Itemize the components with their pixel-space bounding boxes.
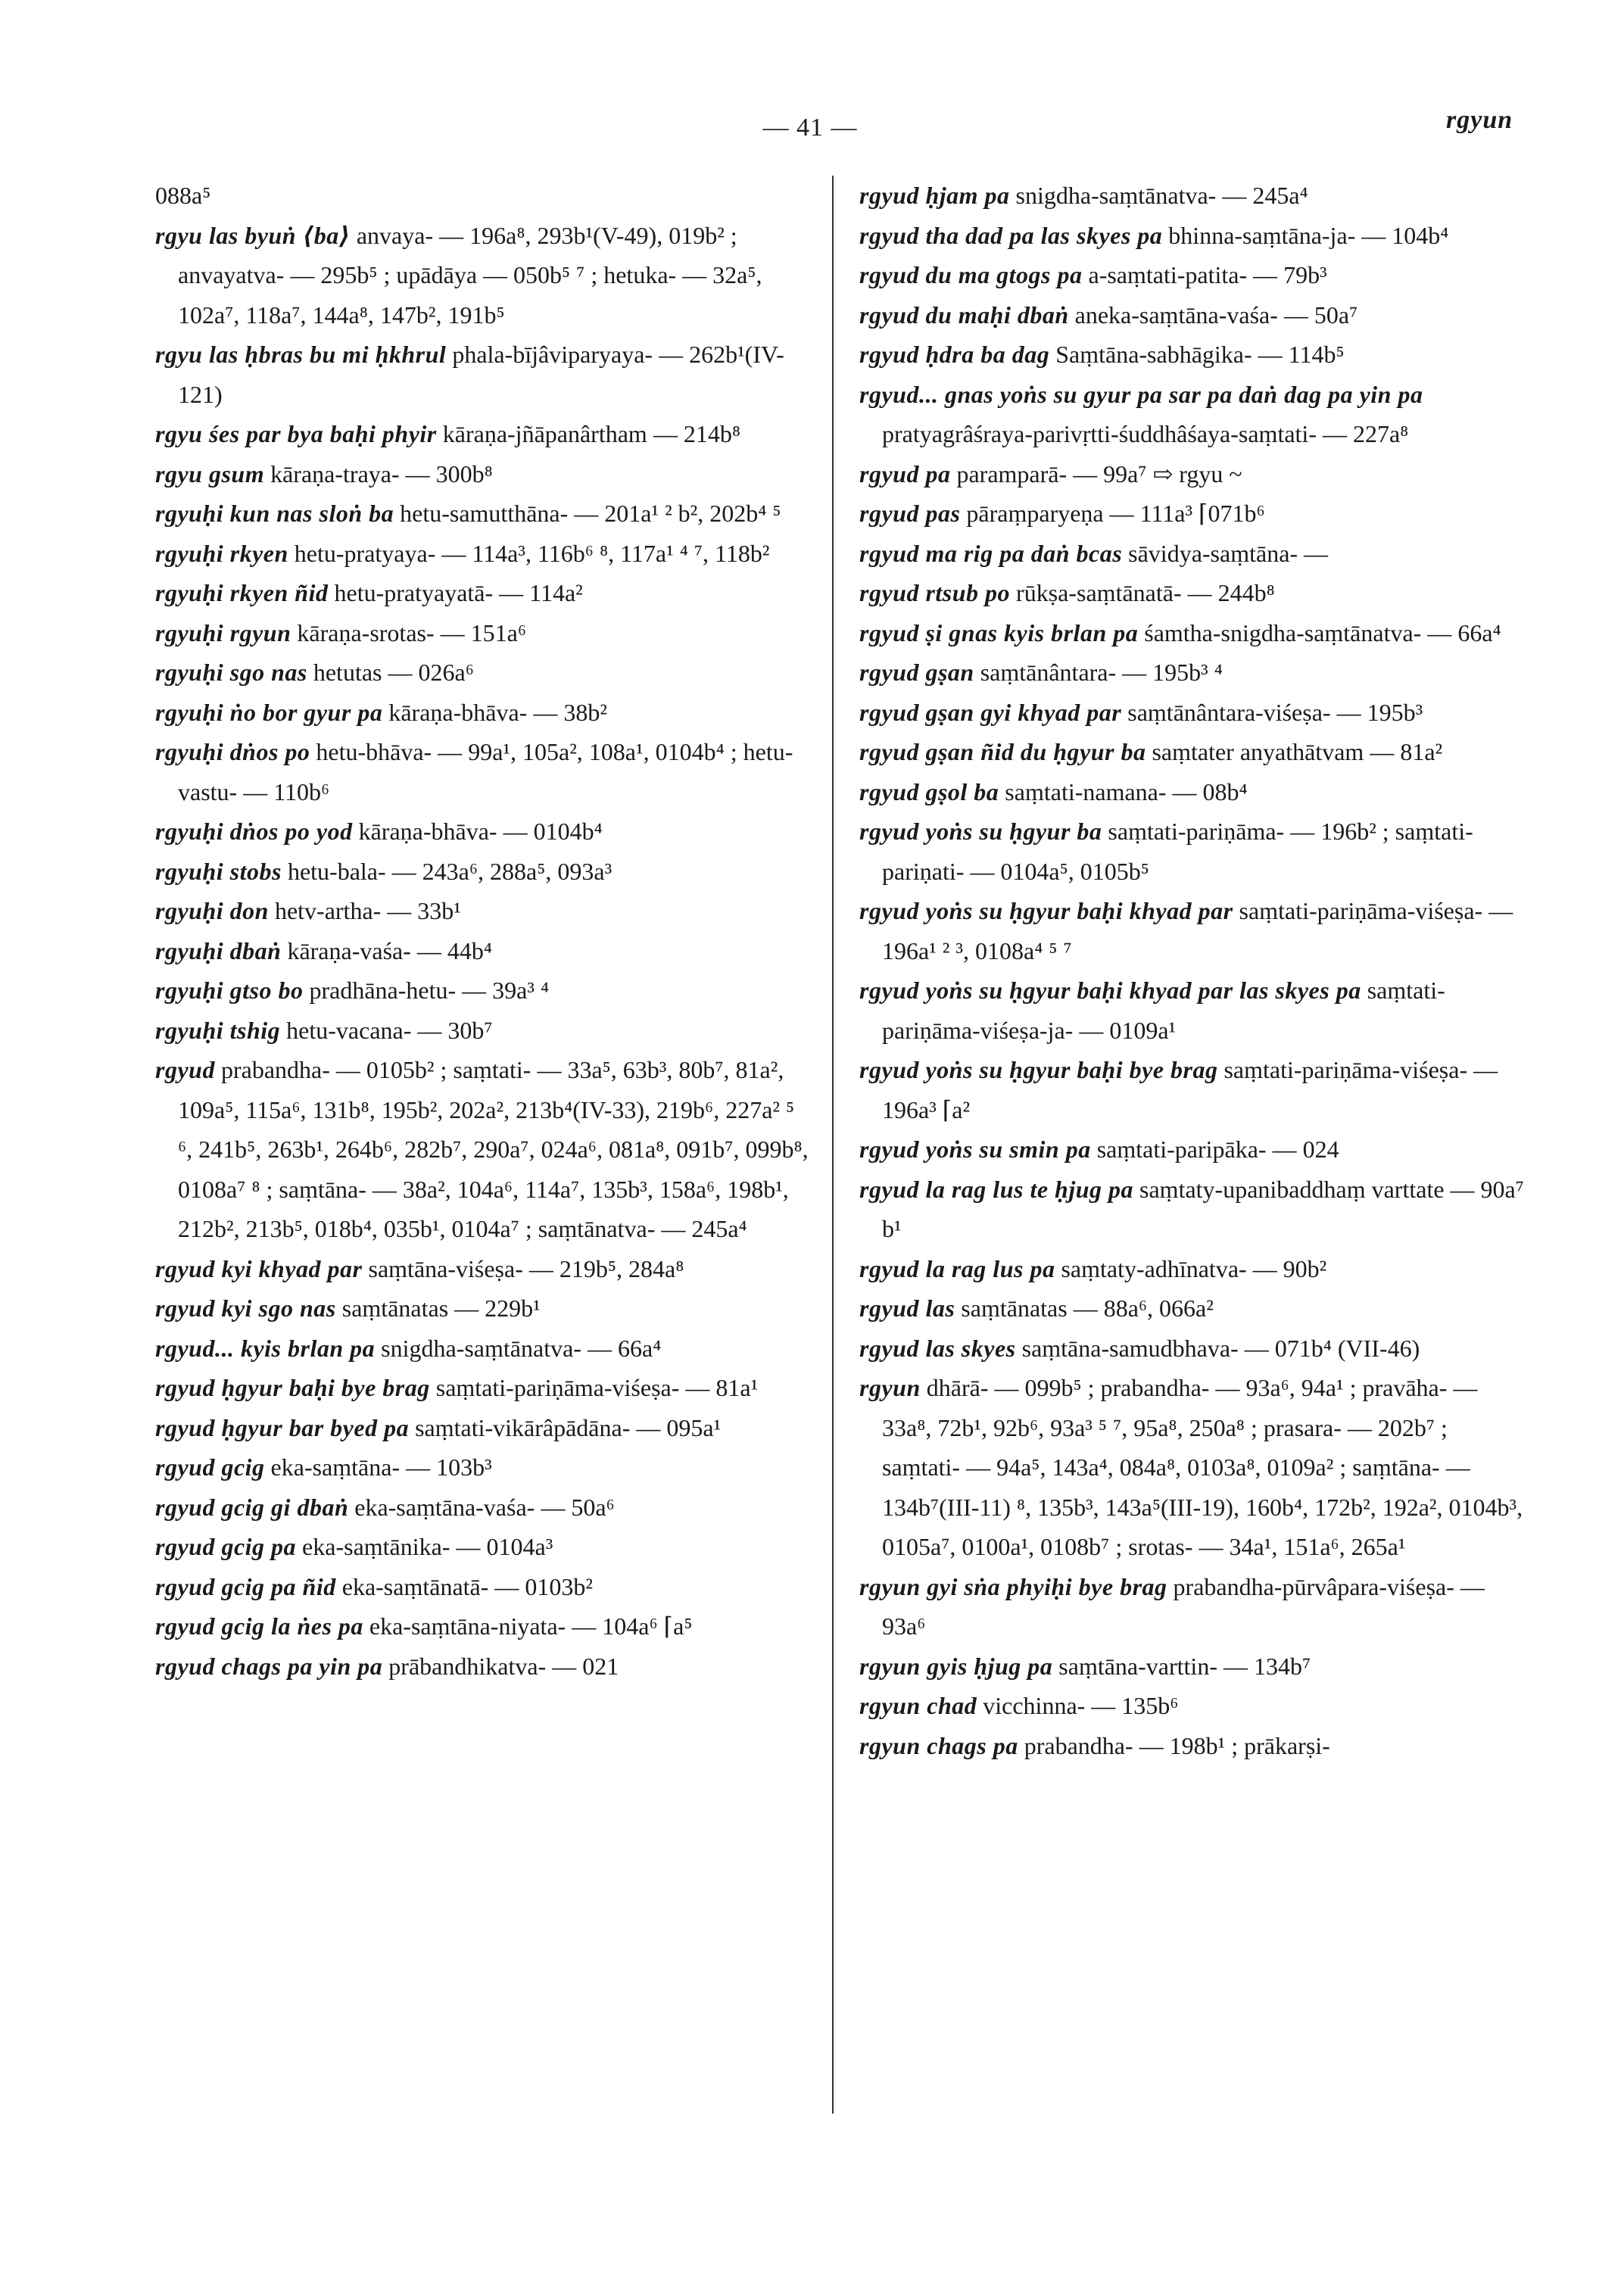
- dictionary-entry: [155, 693, 814, 733]
- running-head: rgyun: [1446, 106, 1513, 134]
- entry-definition: prabandha- — 198b¹ ; prākarṣi-: [1024, 1731, 1330, 1759]
- dictionary-entry: [155, 1527, 814, 1567]
- entry-headword: rgyuḥi gtso bo: [155, 977, 304, 1004]
- entry-definition: saṃtati-paripāka- — 024: [1096, 1136, 1339, 1163]
- entry-definition: saṃtānatas — 229b¹: [341, 1294, 541, 1322]
- entry-headword: rgyuḥi dbaṅ: [155, 936, 282, 964]
- dictionary-entry: [859, 1567, 1526, 1647]
- entry-definition: pāraṃparyeṇa — 111a³ ⌈071b⁶: [966, 500, 1265, 527]
- entry-definition: hetu-pratyayatā- — 114a²: [334, 579, 583, 606]
- dictionary-entry: [155, 176, 814, 216]
- dictionary-entry: [155, 1288, 814, 1329]
- entry-definition: pradhāna-hetu- — 39a³ ⁴: [309, 977, 550, 1004]
- entry-headword: rgyud ṣi gnas kyis brlan pa: [859, 618, 1139, 646]
- dictionary-entry: [155, 1647, 814, 1687]
- entry-headword: rgyud yoṅs su ḥgyur ba: [859, 818, 1102, 845]
- entry-headword: rgyun chags pa: [859, 1731, 1018, 1759]
- entry-headword: rgyud las: [859, 1294, 955, 1322]
- dictionary-entry: [155, 653, 814, 693]
- entry-definition: eka-saṃtānatā- — 0103b²: [341, 1572, 593, 1600]
- entry-headword: rgyud pas: [859, 500, 961, 527]
- dictionary-entry: [155, 931, 814, 971]
- dictionary-entry: [155, 414, 814, 454]
- entry-definition: prābandhikatva- — 021: [388, 1652, 619, 1680]
- entry-definition: eka-saṃtānika- — 0104a³: [302, 1533, 553, 1560]
- entry-headword: rgyud gcig la ṅes pa: [155, 1612, 363, 1640]
- left-column: [155, 176, 814, 1686]
- dictionary-entry: [155, 1050, 814, 1249]
- entry-definition: aneka-saṃtāna-vaśa- — 50a⁷: [1074, 301, 1358, 329]
- entry-headword: rgyud las skyes: [859, 1334, 1016, 1362]
- entry-definition: hetu-pratyaya- — 114a³, 116b⁶ ⁸, 117a¹ ⁴ ⁷, 118b²: [294, 539, 770, 567]
- dictionary-entry: [859, 216, 1526, 256]
- dictionary-entry: [859, 653, 1526, 693]
- entry-definition: kāraṇa-traya- — 300b⁸: [270, 460, 493, 488]
- entry-definition: hetutas — 026a⁶: [313, 659, 474, 686]
- dictionary-entry: [155, 335, 814, 414]
- dictionary-entry: [155, 613, 814, 653]
- dictionary-entry: [155, 1488, 814, 1528]
- entry-headword: rgyuḥi stobs: [155, 857, 282, 885]
- entry-definition: dhārā- — 099b⁵ ; prabandha- — 93a⁶, 94a¹ ; pravāha- — 33a⁸, 72b¹, 92b⁶, 93a³ ⁵ ⁷, 95a⁸, 250a⁸ ; prasara- — 202b⁷ ; saṃtati- — 94a⁵, 143a⁴, 084a⁸, 0103a⁸, 0109a² ; saṃtāna- — 134b⁷(III-11) ⁸, 135b³, 143a⁵(III-19), 160b⁴, 172b², 192a², 0104b³, 0105a⁷, 0100a¹, 0108b⁷ ; srotas- — 34a¹, 151a⁶, 265a¹: [882, 1374, 1523, 1560]
- dictionary-entry: [155, 1606, 814, 1647]
- entry-definition: bhinna-saṃtāna-ja- — 104b⁴: [1168, 221, 1449, 249]
- entry-headword: rgyud du ma gtogs pa: [859, 261, 1083, 288]
- entry-definition: snigdha-saṃtānatva- — 66a⁴: [381, 1334, 662, 1362]
- entry-headword: rgyun: [859, 1374, 921, 1401]
- dictionary-entry: [155, 852, 814, 892]
- dictionary-entry: [155, 812, 814, 852]
- entry-definition: a-saṃtati-patita- — 79b³: [1088, 261, 1327, 288]
- dictionary-entry: [859, 255, 1526, 295]
- dictionary-entry: [859, 1726, 1526, 1766]
- entry-definition: rūkṣa-saṃtānatā- — 244b⁸: [1016, 579, 1275, 606]
- entry-definition: anvaya- — 196a⁸, 293b¹(V-49), 019b² ; anvayatva- — 295b⁵ ; upādāya — 050b⁵ ⁷ ; hetuka- — 32a⁵, 102a⁷, 118a⁷, 144a⁸, 147b², 191b⁵: [178, 221, 762, 329]
- dictionary-entry: [859, 1686, 1526, 1726]
- entry-headword: rgyuḥi ṅo bor gyur pa: [155, 698, 383, 726]
- dictionary-entry: [859, 375, 1526, 454]
- dictionary-entry: [155, 1011, 814, 1051]
- dictionary-entry: [155, 1249, 814, 1289]
- entry-headword: rgyud kyi khyad par: [155, 1254, 363, 1282]
- entry-headword: rgyud yoṅs su ḥgyur baḥi khyad par: [859, 897, 1233, 924]
- entry-definition: saṃtati-pariṇāma-viśeṣa- — 81a¹: [435, 1374, 759, 1401]
- entry-definition: saṃtati-pariṇāma-viśeṣa- — 196a³ ⌈a²: [882, 1056, 1498, 1123]
- entry-headword: rgyu las byuṅ ⟨ba⟩: [155, 221, 351, 249]
- entry-definition: phala-bījâviparyaya- — 262b¹(IV-121): [178, 341, 784, 408]
- entry-headword: rgyud tha dad pa las skyes pa: [859, 221, 1163, 249]
- entry-headword: rgyuḥi rkyen: [155, 539, 288, 567]
- dictionary-entry: [155, 1329, 814, 1369]
- dictionary-entry: [155, 216, 814, 335]
- entry-headword: rgyuḥi kun nas sloṅ ba: [155, 500, 394, 527]
- dictionary-entry: [859, 1170, 1526, 1249]
- dictionary-entry: [155, 1368, 814, 1408]
- dictionary-entry: [859, 732, 1526, 772]
- dictionary-entry: [155, 732, 814, 812]
- entry-headword: rgyud gṣan: [859, 659, 974, 686]
- dictionary-entry: [859, 891, 1526, 970]
- dictionary-entry: [859, 1249, 1526, 1289]
- entry-headword: rgyuḥi sgo nas: [155, 659, 307, 686]
- entry-definition: saṃtāna-viśeṣa- — 219b⁵, 284a⁸: [368, 1254, 684, 1282]
- column-divider: [832, 176, 834, 2114]
- entry-definition: hetu-vacana- — 30b⁷: [286, 1016, 493, 1044]
- entry-headword: rgyud... kyis brlan pa: [155, 1334, 376, 1362]
- dictionary-entry: [859, 454, 1526, 494]
- entry-headword: rgyud ma rig pa daṅ bcas: [859, 539, 1123, 567]
- entry-headword: rgyud yoṅs su ḥgyur baḥi khyad par las skyes pa: [859, 977, 1361, 1004]
- entry-definition: saṃtati-pariṇāma-viśeṣa- — 196a¹ ² ³, 0108a⁴ ⁵ ⁷: [882, 897, 1513, 964]
- entry-definition: sāvidya-saṃtāna- —: [1128, 539, 1329, 567]
- entry-headword: rgyuḥi don: [155, 897, 269, 924]
- entry-definition: saṃtānântara- — 195b³ ⁴: [980, 659, 1223, 686]
- dictionary-entry: [155, 454, 814, 494]
- entry-headword: rgyud ḥgyur bar byed pa: [155, 1413, 410, 1441]
- entry-headword: rgyud: [155, 1056, 215, 1083]
- entry-headword: rgyud ḥgyur baḥi bye brag: [155, 1374, 430, 1401]
- entry-headword: rgyud gṣol ba: [859, 777, 999, 805]
- dictionary-entry: [859, 772, 1526, 812]
- entry-headword: rgyud gcig gi dbaṅ: [155, 1493, 349, 1521]
- dictionary-entry: [859, 335, 1526, 375]
- entry-headword: rgyud gcig pa: [155, 1533, 297, 1560]
- dictionary-entry: [859, 1129, 1526, 1170]
- entry-definition: kāraṇa-jñāpanârtham — 214b⁸: [442, 420, 740, 447]
- dictionary-entry: [859, 1288, 1526, 1329]
- entry-headword: rgyun gyi sṅa phyiḥi bye brag: [859, 1572, 1167, 1600]
- entry-definition: eka-saṃtāna-niyata- — 104a⁶ ⌈a⁵: [369, 1612, 693, 1640]
- entry-definition: Saṃtāna-sabhāgika- — 114b⁵: [1055, 341, 1345, 368]
- entry-definition: saṃtāna-samudbhava- — 071b⁴ (VII-46): [1021, 1334, 1420, 1362]
- entry-headword: rgyud... gnas yoṅs su gyur pa sar pa daṅ dag pa yin pa: [859, 380, 1423, 408]
- entry-definition: hetu-samutthāna- — 201a¹ ² b², 202b⁴ ⁵: [400, 500, 781, 527]
- entry-definition: pratyagrâśraya-parivṛtti-śuddhâśaya-saṃtati- — 227a⁸: [882, 420, 1409, 447]
- entry-definition: kāraṇa-bhāva- — 0104b⁴: [358, 818, 603, 845]
- dictionary-entry: [859, 1050, 1526, 1129]
- dictionary-entry: [859, 970, 1526, 1050]
- entry-definition: saṃtati-pariṇāma- — 196b² ; saṃtati-pariṇati- — 0104a⁵, 0105b⁵: [882, 818, 1473, 885]
- entry-definition: saṃtater anyathātvam — 81a²: [1152, 738, 1443, 765]
- entry-headword: rgyud gcig pa ñid: [155, 1572, 336, 1600]
- entry-definition: saṃtati-pariṇāma-viśeṣa-ja- — 0109a¹: [882, 977, 1445, 1044]
- entry-definition: hetu-bala- — 243a⁶, 288a⁵, 093a³: [287, 857, 613, 885]
- entry-headword: rgyuḥi tshig: [155, 1016, 281, 1044]
- entry-definition: prabandha-pūrvâpara-viśeṣa- — 93a⁶: [882, 1572, 1485, 1640]
- dictionary-entry: [859, 534, 1526, 574]
- entry-definition: prabandha- — 0105b² ; saṃtati- — 33a⁵, 63b³, 80b⁷, 81a², 109a⁵, 115a⁶, 131b⁸, 195b², 202a², 213b⁴(IV-33), 219b⁶, 227a² ⁵ ⁶, 241b⁵, 263b¹, 264b⁶, 282b⁷, 290a⁷, 024a⁶, 081a⁸, 091b⁷, 099b⁸, 0108a⁷ ⁸ ; saṃtāna- — 38a², 104a⁶, 114a⁷, 135b³, 158a⁶, 198b¹, 212b², 213b⁵, 018b⁴, 035b¹, 0104a⁷ ; saṃtānatva- — 245a⁴: [178, 1056, 809, 1242]
- entry-headword: rgyud ḥdra ba dag: [859, 341, 1050, 368]
- entry-headword: rgyud la rag lus te ḥjug pa: [859, 1175, 1134, 1203]
- dictionary-entry: [155, 1408, 814, 1448]
- entry-headword: rgyun gyis ḥjug pa: [859, 1652, 1053, 1680]
- dictionary-entry: [859, 573, 1526, 613]
- entry-headword: rgyud du maḥi dbaṅ: [859, 301, 1069, 329]
- entry-headword: rgyud chags pa yin pa: [155, 1652, 383, 1680]
- dictionary-entry: [155, 534, 814, 574]
- dictionary-entry: [859, 693, 1526, 733]
- dictionary-entry: [859, 1329, 1526, 1369]
- entry-headword: rgyuḥi rgyun: [155, 618, 291, 646]
- entry-headword: rgyud la rag lus pa: [859, 1254, 1055, 1282]
- entry-definition: eka-saṃtāna-vaśa- — 50a⁶: [354, 1493, 615, 1521]
- dictionary-entry: [155, 891, 814, 931]
- entry-definition: eka-saṃtāna- — 103b³: [270, 1453, 492, 1481]
- entry-definition: hetv-artha- — 33b¹: [274, 897, 461, 924]
- entry-definition: kāraṇa-bhāva- — 38b²: [388, 698, 607, 726]
- dictionary-entry: [155, 494, 814, 534]
- entry-definition: vicchinna- — 135b⁶: [983, 1692, 1179, 1719]
- dictionary-entry: [155, 1447, 814, 1488]
- dictionary-entry: [859, 176, 1526, 216]
- dictionary-entry: [859, 1368, 1526, 1567]
- dictionary-entry: [859, 1647, 1526, 1687]
- entry-headword: rgyud rtsub po: [859, 579, 1011, 606]
- entry-definition: saṃtaty-upanibaddhaṃ varttate — 90a⁷ b¹: [882, 1175, 1524, 1242]
- entry-headword: rgyuḥi rkyen ñid: [155, 579, 329, 606]
- entry-headword: rgyud gṣan ñid du ḥgyur ba: [859, 738, 1146, 765]
- entry-headword: rgyuḥi dṅos po: [155, 738, 310, 765]
- dictionary-entry: [155, 970, 814, 1011]
- entry-headword: rgyud yoṅs su ḥgyur baḥi bye brag: [859, 1056, 1218, 1083]
- entry-definition: 088a⁵: [155, 182, 211, 209]
- right-column: [859, 176, 1526, 1765]
- entry-definition: hetu-bhāva- — 99a¹, 105a², 108a¹, 0104b⁴ ; hetu-vastu- — 110b⁶: [178, 738, 793, 805]
- entry-definition: saṃtati-namana- — 08b⁴: [1005, 777, 1248, 805]
- dictionary-entry: [859, 494, 1526, 534]
- dictionary-entry: [155, 1567, 814, 1607]
- entry-definition: saṃtānântara-viśeṣa- — 195b³: [1127, 698, 1423, 726]
- entry-definition: śamtha-snigdha-saṃtānatva- — 66a⁴: [1144, 618, 1501, 646]
- entry-definition: saṃtāna-varttin- — 134b⁷: [1058, 1652, 1311, 1680]
- dictionary-entry: [859, 812, 1526, 891]
- entry-headword: rgyu gsum: [155, 460, 265, 488]
- entry-definition: saṃtati-vikārâpādāna- — 095a¹: [415, 1413, 722, 1441]
- entry-headword: rgyud kyi sgo nas: [155, 1294, 336, 1322]
- entry-definition: kāraṇa-srotas- — 151a⁶: [297, 618, 526, 646]
- entry-definition: snigdha-saṃtānatva- — 245a⁴: [1015, 182, 1308, 209]
- entry-headword: rgyuḥi dṅos po yod: [155, 818, 353, 845]
- entry-headword: rgyud yoṅs su smin pa: [859, 1136, 1091, 1163]
- entry-definition: saṃtaty-adhīnatva- — 90b²: [1061, 1254, 1327, 1282]
- entry-headword: rgyu las ḥbras bu mi ḥkhrul: [155, 341, 447, 368]
- entry-definition: paramparā- — 99a⁷ ⇨ rgyu ~: [956, 460, 1242, 488]
- entry-headword: rgyun chad: [859, 1692, 977, 1719]
- entry-definition: saṃtānatas — 88a⁶, 066a²: [961, 1294, 1214, 1322]
- entry-definition: kāraṇa-vaśa- — 44b⁴: [287, 936, 493, 964]
- entry-headword: rgyud ḥjam pa: [859, 182, 1010, 209]
- dictionary-entry: [859, 295, 1526, 335]
- entry-headword: rgyud pa: [859, 460, 951, 488]
- dictionary-entry: [859, 613, 1526, 653]
- entry-headword: rgyud gcig: [155, 1453, 265, 1481]
- entry-headword: rgyu śes par bya baḥi phyir: [155, 420, 437, 447]
- entry-headword: rgyud gṣan gyi khyad par: [859, 698, 1122, 726]
- page-number: — 41 —: [762, 114, 858, 142]
- dictionary-entry: [155, 573, 814, 613]
